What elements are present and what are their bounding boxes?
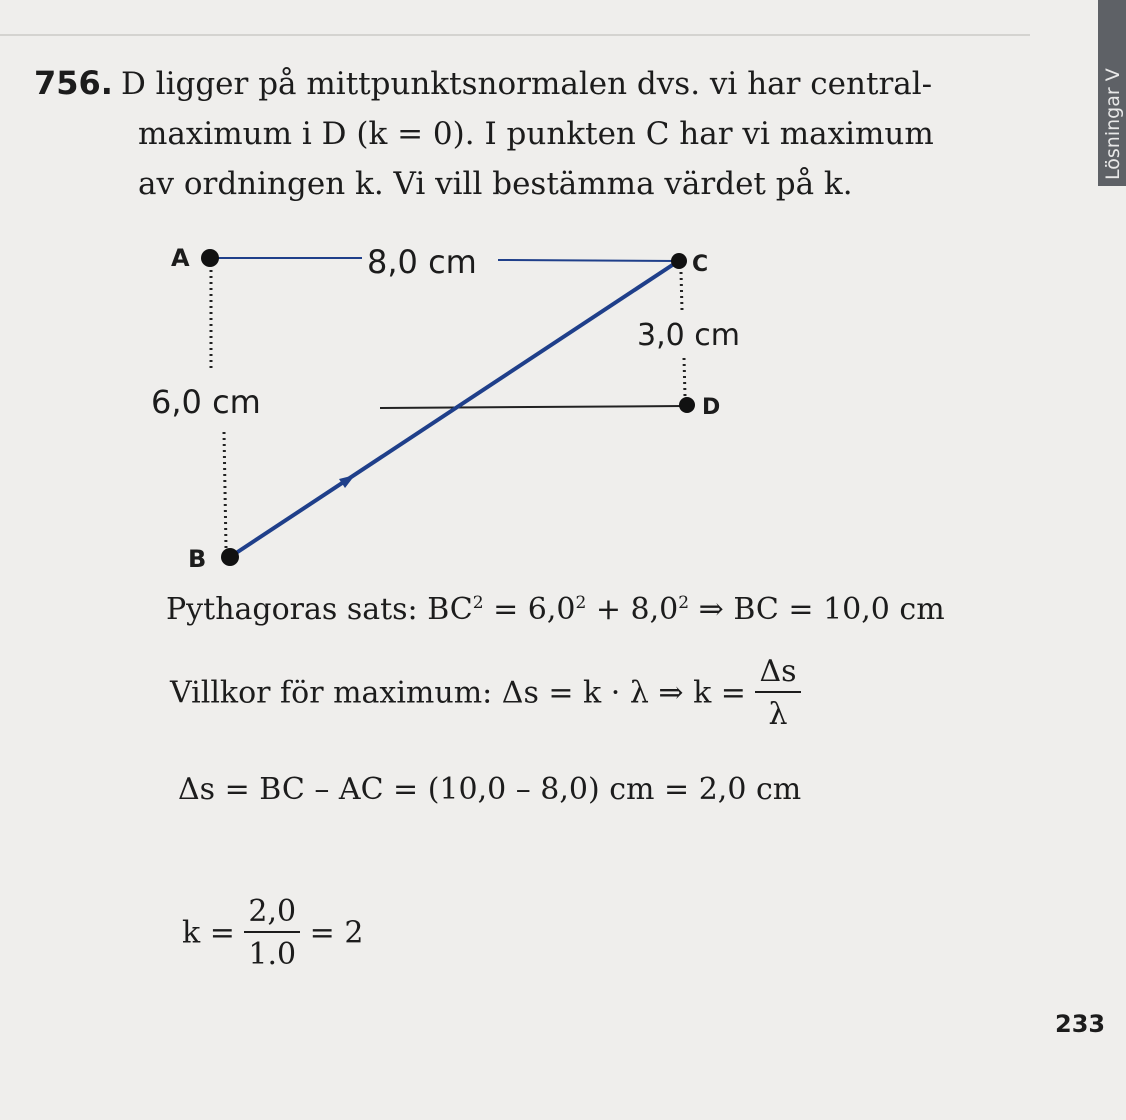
point-a-dot xyxy=(201,249,219,267)
page-number: 233 xyxy=(1055,1010,1106,1038)
label-cd: 3,0 cm xyxy=(637,318,740,353)
k-calculation: k = $\frac{2,0}{1.0}$ = 2 xyxy=(182,894,364,972)
pythagoras-equation: Pythagoras sats: $BC^2 = 6,0^2 + 8,0^2$ ⇒ BC = 10,0 cm xyxy=(166,592,945,627)
point-b-label: B xyxy=(188,545,207,573)
point-c-label: C xyxy=(692,252,709,277)
side-tab-label: Lösningar V xyxy=(1102,68,1124,180)
problem-line-2: maximum i D (k = 0). I punkten C har vi maximum xyxy=(138,116,934,152)
dotted-cd-bottom xyxy=(684,358,685,396)
line-ac-right xyxy=(498,260,678,261)
label-ab: 6,0 cm xyxy=(151,383,261,421)
ray-arrowhead xyxy=(339,475,355,488)
label-ac: 8,0 cm xyxy=(367,243,477,281)
fraction-ds-lambda: $\frac{\Delta s}{\lambda}$ xyxy=(755,654,800,732)
problem-line-1: 756. D ligger på mittpunktsnormalen dvs. vi har central- xyxy=(34,64,933,102)
delta-s-equation: Δs = BC – AC = (10,0 – 8,0) cm = 2,0 cm xyxy=(178,772,802,807)
problem-number: 756. xyxy=(34,64,113,102)
line-d xyxy=(380,406,684,408)
dotted-cd-top xyxy=(681,272,682,310)
dotted-ab-bottom xyxy=(224,432,226,548)
problem-line-3: av ordningen k. Vi vill bestämma värdet på k. xyxy=(138,166,853,202)
point-a-label: A xyxy=(171,244,190,272)
maximum-condition: Villkor för maximum: Δs = k · λ ⇒ k = $\frac{\Delta s}{\lambda}$ xyxy=(170,654,801,732)
point-b-dot xyxy=(221,548,239,566)
point-d-label: D xyxy=(702,395,721,420)
point-c-dot xyxy=(671,253,687,269)
point-d-dot xyxy=(679,397,695,413)
ray-bc xyxy=(230,260,680,557)
fraction-k: $\frac{2,0}{1.0}$ xyxy=(244,894,300,972)
